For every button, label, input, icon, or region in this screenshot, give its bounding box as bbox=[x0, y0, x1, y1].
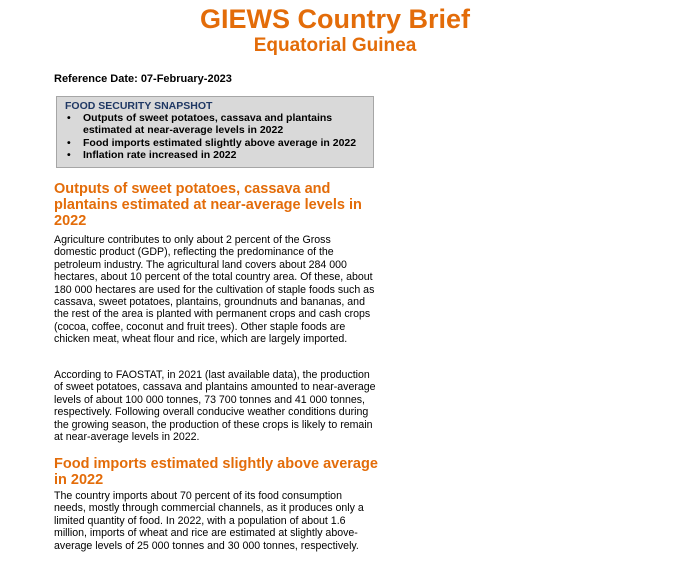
snapshot-item: • Food imports estimated slightly above average in 2022 bbox=[67, 136, 357, 149]
bullet-icon: • bbox=[67, 112, 71, 124]
document-title: GIEWS Country Brief bbox=[199, 4, 470, 34]
snapshot-list bbox=[65, 112, 365, 161]
snapshot-item: • Outputs of sweet potatoes, cassava and plantains estimated at near-average levels in 2022 bbox=[67, 112, 333, 137]
bullet-icon: • bbox=[67, 148, 71, 161]
section-paragraph: The country imports about 70 percent of its food consumption needs, mostly through commercial channels, as it produces only a limited quantity of food. In 2022, with a population of about 1.6 million, imports of wheat and rice are estimated at slightly above-average levels of 25 000 tonnes and 30 000 tonnes, respectively. bbox=[54, 490, 364, 552]
country-name: Equatorial Guinea bbox=[253, 35, 417, 56]
bullet-icon: • bbox=[67, 136, 71, 149]
section-paragraph: According to FAOSTAT, in 2021 (last available data), the production of sweet potatoes, cassava and plantains amounted to near-average levels of about 100 000 tonnes, 73 700 tonnes and 41 000 tonnes, respectively. Following overall conducive weather conditions during the growing season, the production of these crops is likely to remain at near-average levels in 2022. bbox=[54, 369, 376, 444]
section-heading: Food imports estimated slightly above average in 2022 bbox=[54, 456, 378, 489]
reference-date: Reference Date: 07-February-2023 bbox=[54, 73, 232, 85]
snapshot-item: • Inflation rate increased in 2022 bbox=[67, 148, 237, 161]
food-security-snapshot-box bbox=[56, 96, 374, 168]
section-heading: Outputs of sweet potatoes, cassava and plantains estimated at near-average levels in 2022 bbox=[54, 181, 362, 230]
section-paragraph: Agriculture contributes to only about 2 percent of the Gross domestic product (GDP), reflecting the predominance of the petroleum industry. The agricultural land covers about 284 000 hectares, about 10 percent of the total country area. Of these, about 180 000 hectares are used for the cultivation of staple foods such as cassava, sweet potatoes, plantains, groundnuts and bananas, and the rest of the area is planted with permanent crops and cash crops (cocoa, coffee, coconut and fruit trees). Other staple foods are chicken meat, wheat flour and rice, which are largely imported. bbox=[54, 234, 375, 346]
snapshot-title: FOOD SECURITY SNAPSHOT bbox=[65, 100, 213, 112]
